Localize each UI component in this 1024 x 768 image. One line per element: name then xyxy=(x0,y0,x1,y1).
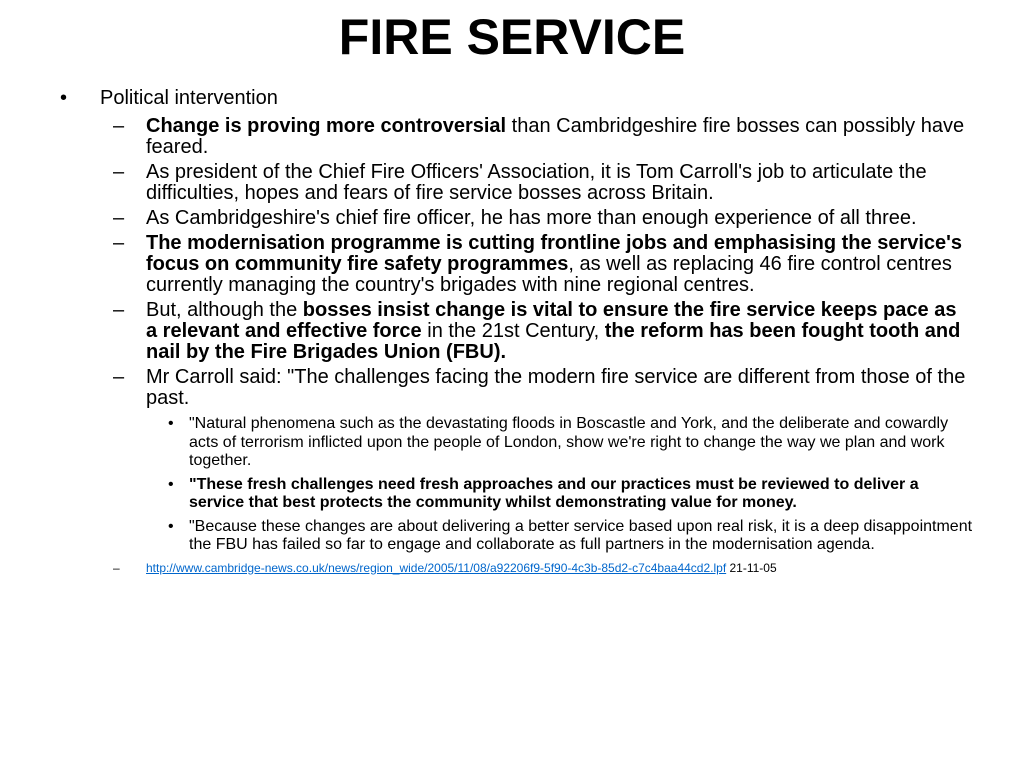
dash-mark: – xyxy=(113,560,120,575)
point-text: Mr Carroll said: "The challenges facing the modern fire service are different from those of the past. xyxy=(146,366,966,409)
source-citation xyxy=(113,560,973,576)
bold-text: bosses insist change is vital to ensure the fire service keeps pace as a relevant and effective force xyxy=(146,299,957,342)
point-text: As president of the Chief Fire Officers' Association, it is Tom Carroll's job to articulate the difficulties, hopes and fears of fire service bosses across Britain. xyxy=(146,161,927,204)
quote-text: "Natural phenomena such as the devastating floods in Boscastle and York, and the deliberate and cowardly acts of terrorism inflicted upon the people of London, show we're right to change the way we plan and work together. xyxy=(189,415,949,469)
source-date: 21-11-05 xyxy=(726,560,777,575)
sub-bullet-mark: • xyxy=(168,517,174,535)
point-text: , as well as replacing 46 fire control centres currently managing the country's brigades with nine regional centres. xyxy=(146,253,952,296)
point-text: As Cambridgeshire's chief fire officer, he has more than enough experience of all three. xyxy=(146,207,917,229)
sub-point-list xyxy=(113,116,973,576)
dash-mark: – xyxy=(113,161,125,183)
quote-natural-phenomena xyxy=(146,415,973,471)
point-text: in the 21st Century, xyxy=(421,320,605,342)
point-text: than Cambridgeshire fire bosses can possibly have feared. xyxy=(146,115,965,158)
sub-point-carroll-said xyxy=(113,367,973,555)
sub-point-modernisation xyxy=(113,233,973,296)
dash-mark: – xyxy=(113,115,125,137)
quote-fresh-challenges xyxy=(146,476,973,513)
source-link[interactable]: http://www.cambridge-news.co.uk/news/region_wide/2005/11/08/a92206f9-5f90-4c3b-85d2-c7c4baa44cd2.lpf xyxy=(146,560,727,575)
sub-point-controversial xyxy=(113,116,973,158)
bold-quote-text: "These fresh challenges need fresh approaches and our practices must be reviewed to deliver a service that best protects the community whilst demonstrating value for money. xyxy=(189,475,919,511)
bold-text: the reform has been fought tooth and nail by the Fire Brigades Union (FBU). xyxy=(146,320,961,363)
sub-point-president xyxy=(113,162,973,204)
quote-list xyxy=(146,415,973,555)
dash-mark: – xyxy=(113,232,125,254)
dash-mark: – xyxy=(113,207,125,229)
quote-text: "Because these changes are about delivering a better service based upon real risk, it is a deep disappointment the FBU has failed so far to engage and collaborate as full partners in the modernisation agenda. xyxy=(189,517,973,553)
sub-bullet-mark: • xyxy=(168,475,174,493)
bullet-text: Political intervention xyxy=(100,87,278,109)
quote-real-risk xyxy=(146,518,973,555)
dash-mark: – xyxy=(113,366,125,388)
slide-title: FIRE SERVICE xyxy=(338,9,686,65)
dash-mark: – xyxy=(113,299,125,321)
bold-text: Change is proving more controversial xyxy=(146,115,507,137)
point-text: But, although the xyxy=(146,299,303,321)
bold-text: The modernisation programme is cutting frontline jobs and emphasising the service's focus on community fire safety programmes xyxy=(146,232,963,275)
bullet-mark: • xyxy=(60,87,68,109)
sub-point-reform xyxy=(113,300,973,363)
sub-point-chief-officer xyxy=(113,208,973,229)
sub-bullet-mark: • xyxy=(168,415,174,432)
